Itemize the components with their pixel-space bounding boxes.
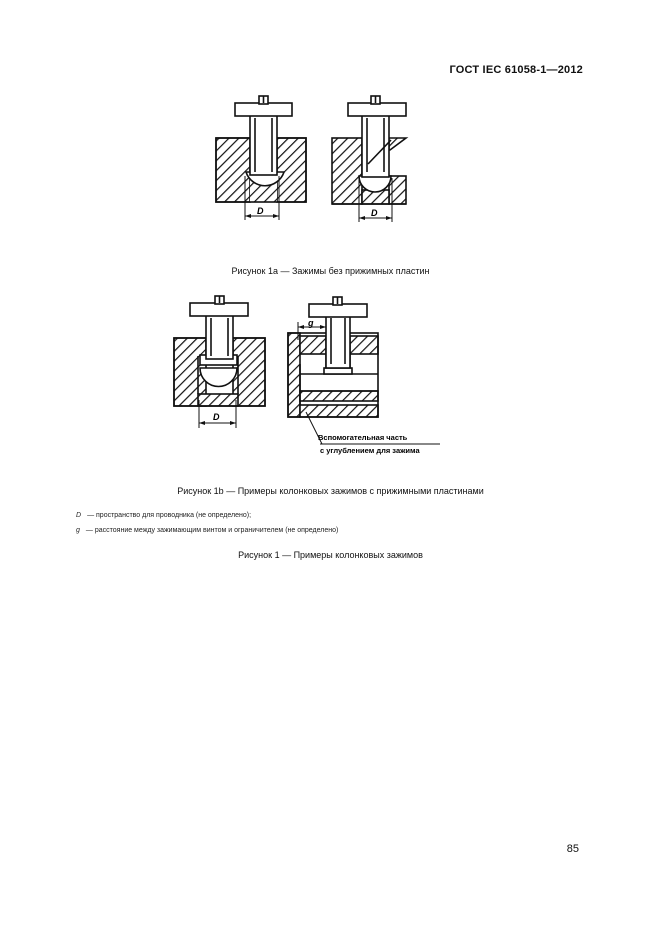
figure-1a-left-terminal bbox=[216, 96, 306, 220]
legend-text: — расстояние между зажимающим винтом и ограничителем (не определено) bbox=[85, 527, 339, 534]
figure-1b-g-label: g bbox=[308, 318, 314, 328]
figure-1a-right-terminal bbox=[332, 96, 406, 222]
figure-1a-right-d-label: D bbox=[371, 208, 378, 218]
legend-symbol: g bbox=[76, 527, 80, 534]
standard-header: ГОСТ IEC 61058-1—2012 bbox=[449, 64, 583, 76]
legend-item-g bbox=[76, 527, 338, 534]
figure-1a-left-d-label: D bbox=[257, 206, 264, 216]
figure-1b-left-d-label: D bbox=[213, 412, 220, 422]
figure-1b-callout-line1: Вспомогательная часть bbox=[318, 433, 408, 442]
figure-1b-caption: Рисунок 1b — Примеры колонковых зажимов с прижимными пластинами bbox=[177, 486, 484, 496]
legend-symbol: D bbox=[76, 512, 82, 519]
figure-1-caption: Рисунок 1 — Примеры колонковых зажимов bbox=[238, 550, 423, 560]
figure-1b-left-terminal bbox=[174, 296, 265, 428]
legend-text: — пространство для проводника (не определено); bbox=[87, 512, 252, 519]
page-number: 85 bbox=[566, 843, 579, 855]
figure-1b-callout-line2: с углублением для зажима bbox=[320, 446, 420, 455]
figure-1a-caption: Рисунок 1а — Зажимы без прижимных пластин bbox=[231, 266, 430, 276]
legend-item-d bbox=[76, 512, 251, 519]
